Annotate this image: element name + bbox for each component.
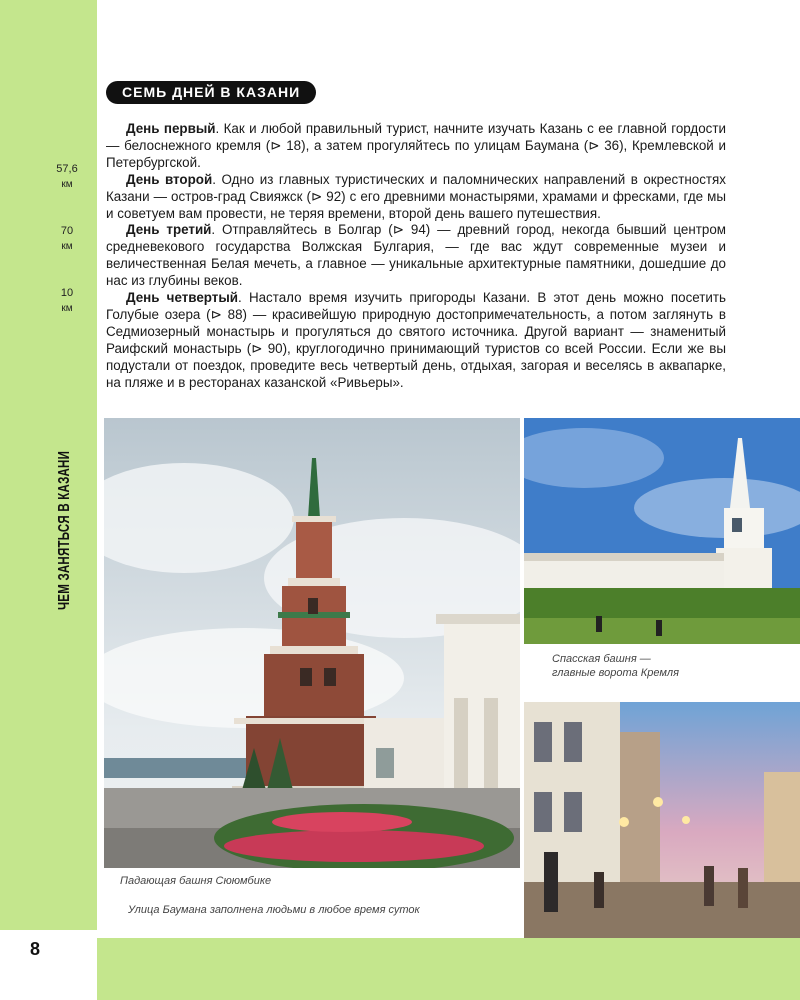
distance-value: 10 <box>60 287 74 299</box>
distance-value: 70 <box>60 225 74 237</box>
page-number-box <box>0 930 97 1000</box>
distance-unit: км <box>61 241 73 252</box>
sidebar-band <box>0 0 97 1000</box>
day-text: . Одно из главных туристических и паломнических направлений в окрестностях Казани — остров-град Свияжск (⊳ 92) с его древними монастырями, храмами и фресками, где мы и советуем вам провести, не теряя времени, второй день вашего путешествия. <box>106 171 726 221</box>
paragraph-day-3 <box>106 222 726 290</box>
distance-value: 57,6 <box>56 163 78 175</box>
day-text: . Как и любой правильный турист, начните изучать Казань с ее главной гордости — белоснежного кремля (⊳ 18), а затем прогуляйтесь по улицам Баумана (⊳ 36), Кремлевской и Петербургской. <box>106 121 726 170</box>
paragraph-day-1 <box>106 121 726 172</box>
section-title-text <box>56 581 74 610</box>
caption-line: Спасская башня — <box>552 653 651 665</box>
page-number: 8 <box>30 939 41 959</box>
bauman-illustration <box>524 702 800 938</box>
article-body <box>106 121 726 392</box>
caption-syuyumbike: Падающая башня Сююмбике <box>120 875 272 887</box>
caption-spasskaya <box>552 652 732 680</box>
caption-line: главные ворота Кремля <box>552 667 679 679</box>
caption-bauman: Улица Баумана заполнена людьми в любое время суток <box>128 904 420 916</box>
paragraph-day-2 <box>106 172 726 223</box>
day-lead: День второй <box>126 171 213 187</box>
distance-marker <box>52 161 82 193</box>
day-lead: День первый <box>126 121 216 136</box>
photo-spasskaya-tower <box>524 418 800 644</box>
photo-bauman-street <box>524 702 800 938</box>
spasskaya-illustration <box>524 418 800 644</box>
day-lead: День третий <box>126 222 212 238</box>
photo-syuyumbike-tower <box>104 418 520 938</box>
distance-unit: км <box>61 179 73 190</box>
day-text: . Отправляйтесь в Болгар (⊳ 94) — древний город, некогда бывший центром средневекового государства Волжская Булгария, — где вас ждут современные музеи и величественная Белая мечеть, а главное — уникальные архитектурные памятники, дошедшие до нас из глубины веков. <box>106 222 726 289</box>
section-header: СЕМЬ ДНЕЙ В КАЗАНИ <box>106 81 316 104</box>
tower-illustration <box>104 418 520 938</box>
distance-unit: км <box>61 303 73 314</box>
distance-marker <box>52 285 82 317</box>
bottom-band <box>97 938 800 1000</box>
paragraph-day-4 <box>106 290 726 391</box>
day-text: . Настало время изучить пригороды Казани. В этот день можно посетить Голубые озера (⊳ 88) — красивейшую природную достопримечательность, а потом заглянуть в Седмиозерный монастырь и прогуляться до святого источника. Другой вариант — знаменитый Раифский монастырь (⊳ 90), круглогодично принимающий туристов со всей России. Если же вы подустали от поездок, проведите весь четвертый день, отдыхая, загорая и веселясь в аквапарке, на пляже и в ресторанах казанской «Ривьеры». <box>106 290 726 390</box>
day-lead: День четвертый <box>126 290 239 306</box>
distance-marker <box>52 223 82 255</box>
